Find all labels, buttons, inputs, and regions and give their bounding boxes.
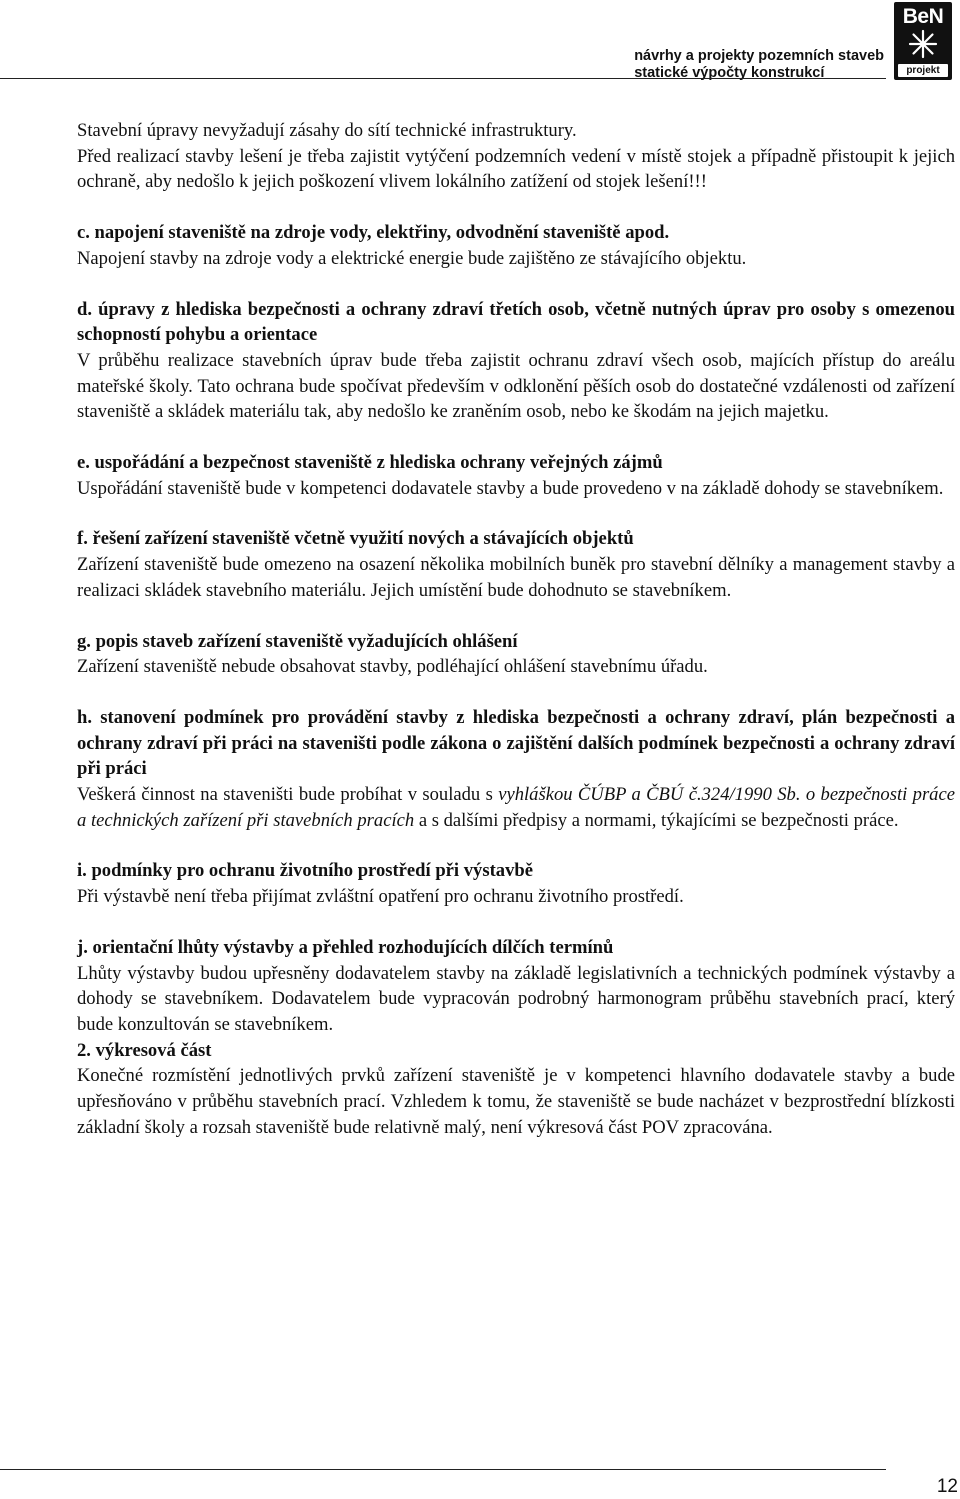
section-e-text: Uspořádání staveniště bude v kompetenci dodavatele stavby a bude provedeno v na základě dohody se stavebníkem. — [77, 477, 944, 499]
footer-rule — [0, 1469, 886, 1470]
section-e-heading: e. uspořádání a bezpečnost staveniště z hlediska ochrany veřejných zájmů — [77, 452, 663, 474]
snowflake-star-icon — [908, 29, 938, 59]
regulation-title: o bezpečnosti práce a technických zařízení při stavebních pracích — [77, 784, 955, 831]
part-2-heading: 2. výkresová část — [77, 1039, 212, 1061]
section-f-heading: f. řešení zařízení staveniště včetně využití nových a stávajících objektů — [77, 528, 634, 550]
section-c-heading: c. napojení staveniště na zdroje vody, elektřiny, odvodnění staveniště apod. — [77, 222, 670, 244]
section-h-text — [77, 782, 955, 833]
section-g-text: Zařízení staveniště nebude obsahovat stavby, podléhající ohlášení stavebnímu úřadu. — [77, 656, 708, 678]
intro-paragraph-1: Stavební úpravy nevyžadují zásahy do sítí technické infrastruktury. — [77, 120, 577, 141]
section-h-text-e: a s dalšími předpisy a normami, týkajícími se bezpečnosti práce. — [414, 809, 899, 831]
section-h-heading: h. stanovení podmínek pro provádění stavby z hlediska bezpečnosti a ochrany zdraví, plán bezpečnosti a ochrany zdraví při práci na staveništi podle zákona o zajištění dalších podmínek bezpečnosti a ochrany zdraví při práci — [77, 706, 955, 780]
section-c-text: Napojení stavby na zdroje vody a elektrické energie bude zajištěno ze stávajícího objektu. — [77, 247, 747, 269]
company-logo — [894, 2, 952, 80]
section-d-heading: d. úpravy z hlediska bezpečnosti a ochrany zdraví třetích osob, včetně nutných úprav pro osoby s omezenou schopností pohybu a orientace — [77, 298, 955, 346]
section-j-text: Lhůty výstavby budou upřesněny dodavatelem stavby na základě legislativních a technických podmínek výstavby a dohody se stavebníkem. Dodavatelem bude vypracován podrobný harmonogram průběhu stavebních prací, který bude konzultován se stavebníkem. — [77, 962, 955, 1035]
section-f-text: Zařízení staveniště bude omezeno na osazení několika mobilních buněk pro stavební dělníky a management stavby a realizaci skládek stavebního materiálu. Jejich umístění bude dohodnuto se stavebníkem. — [77, 554, 955, 601]
section-h-text-a: Veškerá činnost na staveništi bude probíhat v souladu s — [77, 784, 499, 806]
logo-subtext: projekt — [898, 64, 948, 77]
section-g-heading: g. popis staveb zařízení staveniště vyžadujících ohlášení — [77, 630, 518, 652]
section-i-text: Při výstavbě není třeba přijímat zvláštní opatření pro ochranu životního prostředí. — [77, 886, 684, 908]
page-number: 12 — [936, 1476, 958, 1497]
intro-paragraph-2: Před realizací stavby lešení je třeba zajistit vytýčení podzemních vedení v místě stojek a případně přistoupit k jejich ochraně, aby nedošlo k jejich poškození vlivem lokálního zatížení od stojek lešení!!! — [77, 145, 955, 193]
company-tagline — [634, 48, 884, 82]
section-i-heading: i. podmínky pro ochranu životního prostředí při výstavbě — [77, 860, 533, 882]
document-body — [77, 118, 955, 1141]
regulation-reference: vyhláškou ČÚBP a ČBÚ č.324/1990 Sb. — [498, 784, 801, 806]
logo-text: BeN — [902, 5, 944, 28]
section-j-heading: j. orientační lhůty výstavby a přehled rozhodujících dílčích termínů — [77, 936, 614, 958]
part-2-text: Konečné rozmístění jednotlivých prvků zařízení staveniště je v kompetenci hlavního dodavatele stavby a bude upřesňováno v průběhu stavebních prací. Vzhledem k tomu, že staveniště se bude nacházet v bezprostřední blízkosti základní školy a rozsah staveniště bude relativně malý, není výkresová část POV zpracována. — [77, 1065, 955, 1138]
tagline-line-2: statické výpočty konstrukcí — [634, 65, 825, 81]
header-rule — [0, 78, 886, 79]
tagline-line-1: návrhy a projekty pozemních staveb — [634, 48, 884, 64]
page-header — [0, 0, 960, 100]
section-d-text: V průběhu realizace stavebních úprav bude třeba zajistit ochranu zdraví všech osob, majících přístup do areálu mateřské školy. Tato ochrana bude spočívat především v odklonění pěších osob do dostatečné vzdálenosti od zařízení staveniště a skládek materiálu tak, aby nedošlo ke zraněním osob, nebo ke škodám na jejich majetku. — [77, 349, 955, 423]
